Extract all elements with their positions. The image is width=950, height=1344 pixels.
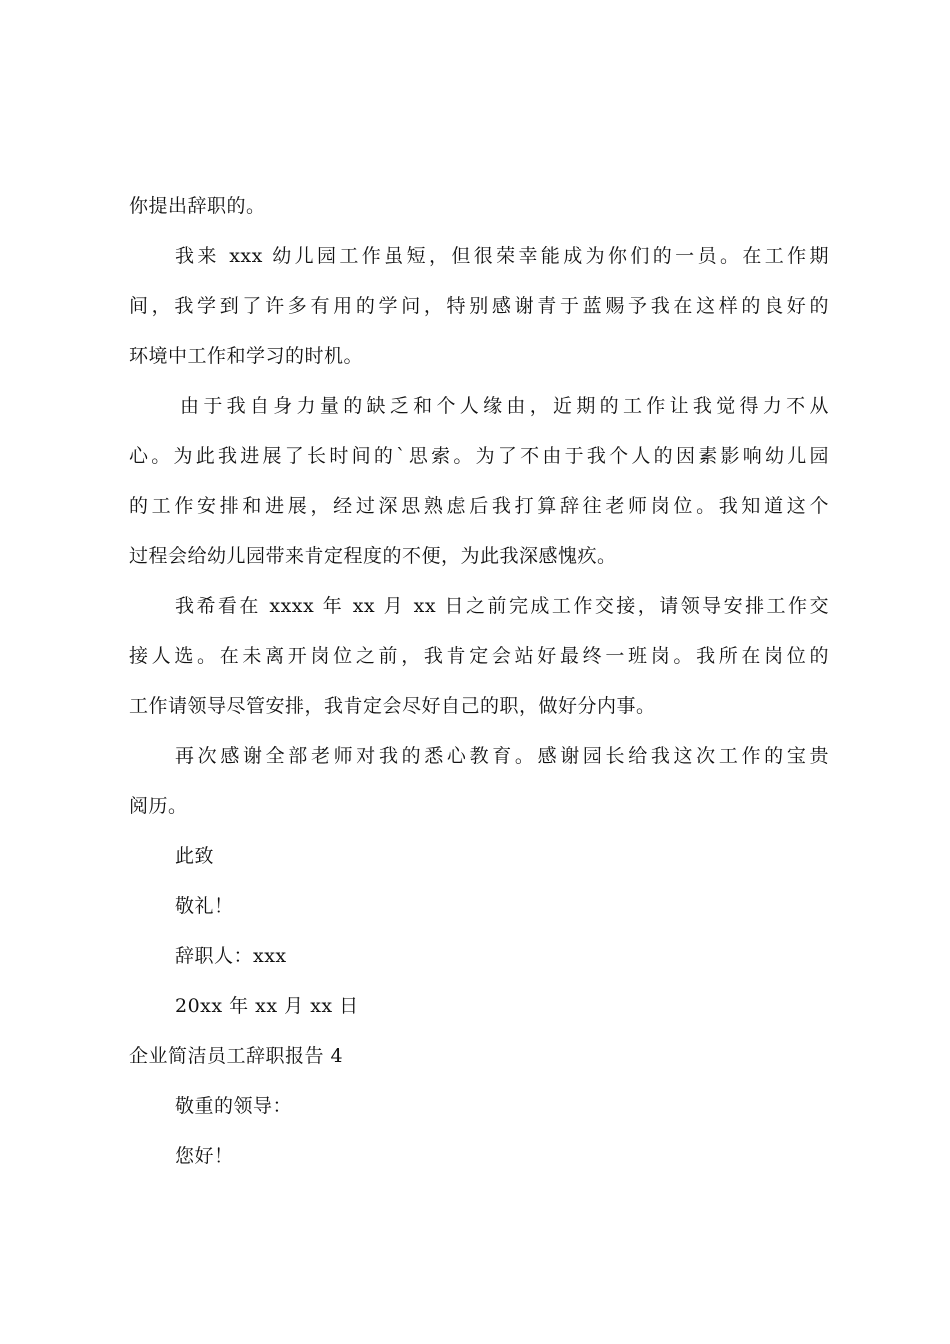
text-line: 过程会给幼儿园带来肯定程度的不便，为此我深感愧疚。	[129, 545, 617, 567]
greeting-line: 您好！	[175, 1145, 234, 1167]
greeting-line: 敬重的领导：	[175, 1095, 293, 1117]
closing-line: 此致	[175, 845, 215, 867]
text-line: 环境中工作和学习的时机。	[129, 345, 364, 367]
salutation-line: 敬礼！	[175, 895, 234, 917]
signature-line: 辞职人：xxx	[175, 945, 287, 967]
date-line: 20xx 年 xx 月 xx 日	[175, 995, 359, 1017]
text-line: 间，我学到了许多有用的学问，特别感谢青于蓝赐予我在这样的良好的	[129, 295, 829, 317]
text-line: 接人选。在未离开岗位之前，我肯定会站好最终一班岗。我所在岗位的	[129, 645, 829, 667]
text-line: 心。为此我进展了长时间的`思索。为了不由于我个人的因素影响幼儿园	[129, 445, 829, 467]
text-line: 你提出辞职的。	[129, 195, 266, 217]
text-line: 由于我自身力量的缺乏和个人缘由，近期的工作让我觉得力不从	[180, 395, 829, 417]
section-heading: 企业简洁员工辞职报告 4	[129, 1045, 344, 1067]
text-line: 的工作安排和进展，经过深思熟虑后我打算辞往老师岗位。我知道这个	[129, 495, 829, 517]
text-line: 工作请领导尽管安排，我肯定会尽好自己的职，做好分内事。	[129, 695, 656, 717]
text-line: 再次感谢全部老师对我的悉心教育。感谢园长给我这次工作的宝贵	[175, 745, 829, 767]
text-line: 阅历。	[129, 795, 188, 817]
text-line: 我希看在 xxxx 年 xx 月 xx 日之前完成工作交接，请领导安排工作交	[175, 595, 829, 617]
text-line: 我来 xxx 幼儿园工作虽短，但很荣幸能成为你们的一员。在工作期	[175, 245, 829, 267]
